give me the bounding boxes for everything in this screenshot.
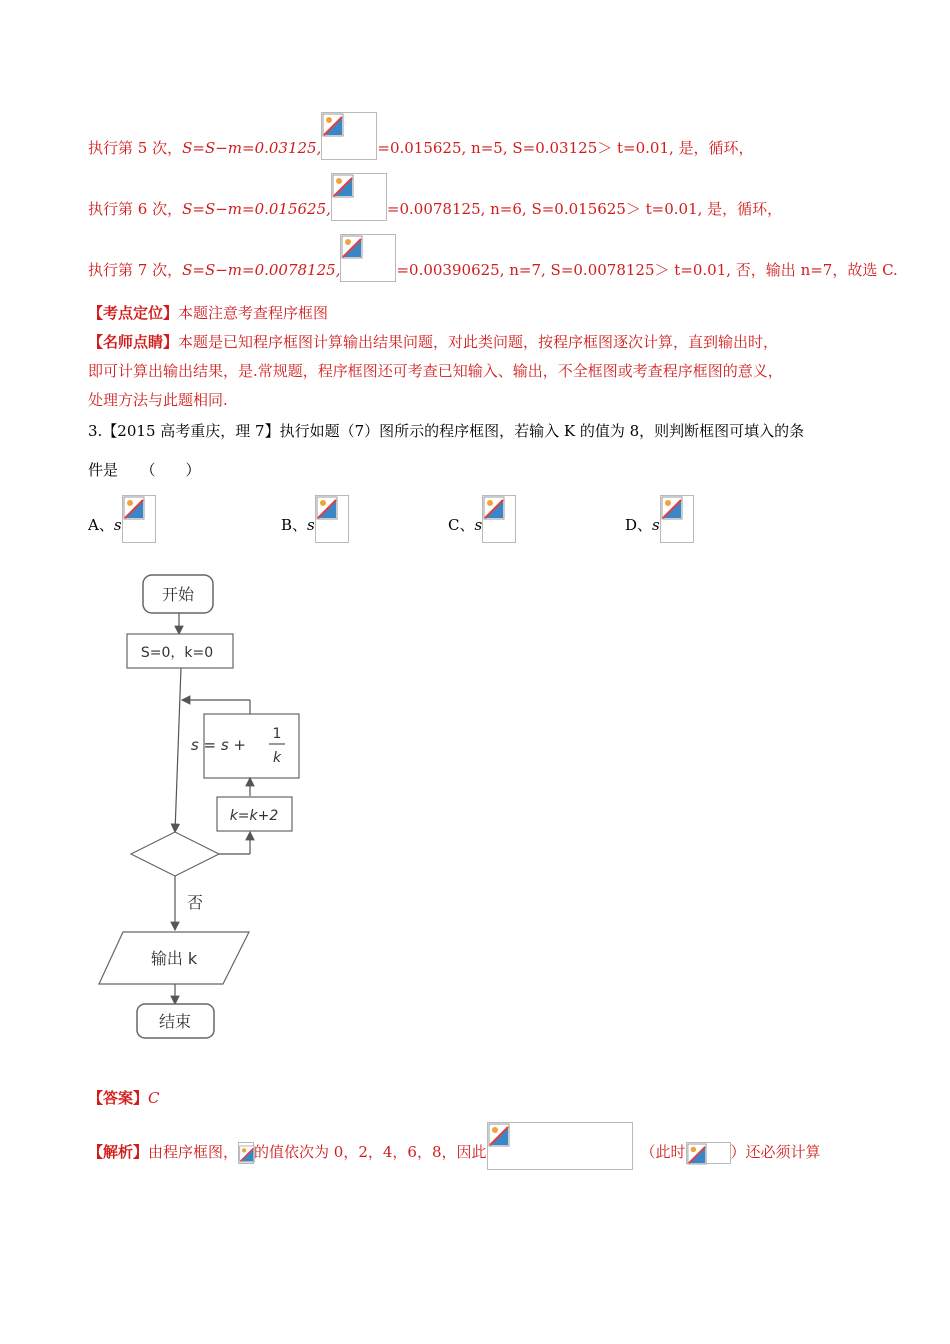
- answer-line: [88, 1088, 160, 1108]
- option-c-label: C、: [448, 516, 475, 534]
- option-d-var: s: [652, 516, 660, 534]
- mingshi-line-3: [88, 390, 228, 410]
- broken-image-icon: [686, 1142, 731, 1164]
- output-label: 输出 k: [150, 949, 198, 968]
- analysis-text-1: 由程序框图，: [148, 1143, 239, 1161]
- broken-image-icon: [122, 495, 156, 543]
- question-text-2: 件是 （ ）: [88, 461, 201, 479]
- start-label: 开始: [161, 585, 195, 604]
- step-6-suffix: =0.0078125, n=6, S=0.015625＞ t=0.01, 是，循环，: [386, 200, 783, 218]
- frac-numerator: 1: [272, 726, 282, 742]
- broken-image-icon: [482, 495, 516, 543]
- update-s-label: s = s +: [190, 736, 246, 754]
- kaodian-text: 本题注意考查程序框图: [178, 304, 329, 322]
- step-7-line: [88, 260, 898, 282]
- step-5-prefix: 执行第 5 次，: [88, 139, 183, 157]
- program-flowchart: [95, 570, 315, 1050]
- init-label: S=0，k=0: [140, 645, 214, 661]
- step-7-suffix: =0.00390625, n=7, S=0.0078125＞ t=0.01, 否，输出 n=7，故选 C.: [396, 261, 898, 279]
- option-b-var: s: [307, 516, 315, 534]
- analysis-text-4: ）还必须计算: [730, 1143, 821, 1161]
- step-5-suffix: =0.015625, n=5, S=0.03125＞ t=0.01, 是，循环，: [377, 139, 754, 157]
- option-a-label: A、: [88, 516, 114, 534]
- analysis-tag: 【解析】: [88, 1143, 149, 1161]
- broken-image-icon: [331, 173, 387, 221]
- step-5-line: [88, 138, 754, 160]
- mingshi-text-2: 即可计算出输出结果，是.常规题，程序框图还可考查已知输入、输出，不全框图或考查程序框图的意义，: [88, 362, 783, 380]
- analysis-text-3: （此时: [640, 1143, 686, 1161]
- option-c-var: s: [474, 516, 483, 534]
- frac-denominator: k: [272, 750, 282, 766]
- option-b[interactable]: [281, 509, 349, 543]
- step-7-expr: S=S−m=0.0078125,: [182, 261, 341, 279]
- analysis-text-2: 的值依次为 0，2，4，6，8，因此: [254, 1143, 487, 1161]
- decision-node: [131, 832, 219, 876]
- option-d[interactable]: [625, 509, 694, 543]
- mingshi-tag: 【名师点睛】: [88, 333, 179, 351]
- update-k-label: k=k+2: [229, 808, 279, 824]
- end-label: 结束: [158, 1012, 192, 1031]
- broken-image-icon: [238, 1142, 254, 1164]
- broken-image-icon: [660, 495, 694, 543]
- question-text-1: 3.【2015 高考重庆，理 7】执行如题（7）图所示的程序框图，若输入 K 的值为 8，则判断框图可填入的条: [88, 422, 805, 440]
- mingshi-text-1: 本题是已知程序框图计算输出结果问题，对此类问题，按程序框图逐次计算，直到输出时，: [178, 333, 779, 351]
- option-a[interactable]: [88, 509, 156, 543]
- mingshi-line-2: [88, 361, 783, 381]
- kaodian-line: [88, 303, 328, 323]
- question-line-1: [88, 421, 804, 441]
- step-6-prefix: 执行第 6 次，: [88, 200, 183, 218]
- analysis-line: [88, 1136, 821, 1170]
- option-d-label: D、: [625, 516, 653, 534]
- step-6-line: [88, 199, 782, 221]
- option-a-var: s: [113, 516, 122, 534]
- step-6-expr: S=S−m=0.015625,: [182, 200, 331, 218]
- broken-image-icon: [487, 1122, 633, 1170]
- question-line-2: [88, 460, 201, 480]
- kaodian-tag: 【考点定位】: [88, 304, 179, 322]
- broken-image-icon: [321, 112, 377, 160]
- mingshi-text-3: 处理方法与此题相同.: [88, 391, 228, 409]
- answer-value: C: [148, 1089, 160, 1107]
- step-7-prefix: 执行第 7 次，: [88, 261, 183, 279]
- mingshi-line-1: [88, 332, 778, 352]
- broken-image-icon: [315, 495, 349, 543]
- broken-image-icon: [340, 234, 396, 282]
- no-label: 否: [187, 893, 204, 912]
- step-5-expr: S=S−m=0.03125,: [182, 139, 322, 157]
- option-c[interactable]: [448, 509, 516, 543]
- option-b-label: B、: [281, 516, 308, 534]
- answer-tag: 【答案】: [88, 1089, 149, 1107]
